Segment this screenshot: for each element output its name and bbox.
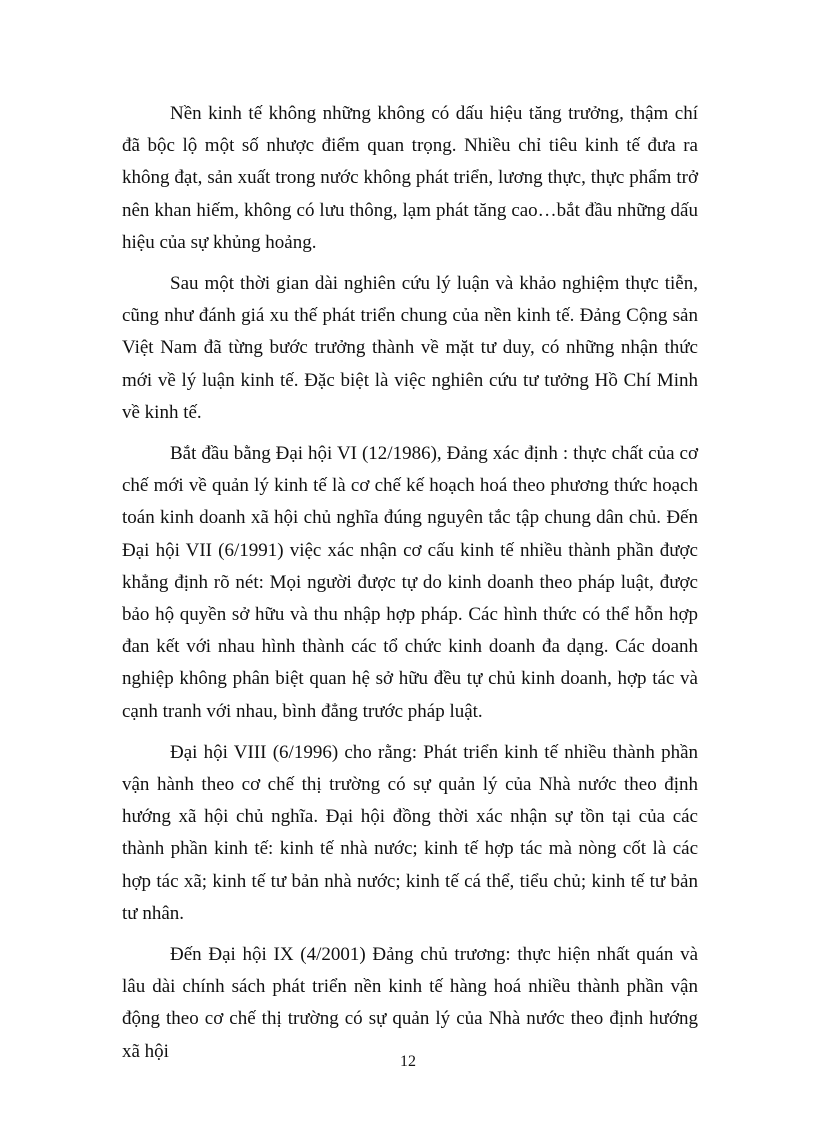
paragraph-congress-ix: Đến Đại hội IX (4/2001) Đảng chủ trương: thực hiện nhất quán và lâu dài chính sách phát triển nền kinh tế hàng hoá nhiều thành phần vận động theo cơ chế thị trường có sự quản lý của Nhà nước theo định hướng xã hội — [122, 944, 698, 1062]
paragraph-theory-research: Sau một thời gian dài nghiên cứu lý luận và khảo nghiệm thực tiễn, cũng như đánh giá xu thế phát triển chung của nền kinh tế. Đảng Cộng sản Việt Nam đã từng bước trưởng thành về mặt tư duy, có những nhận thức mới về lý luận kinh tế. Đặc biệt là việc nghiên cứu tư tưởng Hồ Chí Minh về kinh tế. — [122, 273, 698, 423]
paragraph-congress-vi-vii: Bắt đầu bằng Đại hội VI (12/1986), Đảng xác định : thực chất của cơ chế mới về quản lý kinh tế là cơ chế kế hoạch hoá theo phương thức hoạch toán kinh doanh xã hội chủ nghĩa đúng nguyên tắc tập chung dân chủ. Đến Đại hội VII (6/1991) việc xác nhận cơ cấu kinh tế nhiều thành phần được khẳng định rõ nét: Mọi người được tự do kinh doanh theo pháp luật, được bảo hộ quyền sở hữu và thu nhập hợp pháp. Các hình thức có thể hỗn hợp đan kết với nhau hình thành các tổ chức kinh doanh đa dạng. Các doanh nghiệp không phân biệt quan hệ sở hữu đều tự chủ kinh doanh, hợp tác và cạnh tranh với nhau, bình đẳng trước pháp luật. — [122, 443, 698, 722]
paragraph-economic-crisis: Nền kinh tế không những không có dấu hiệu tăng trưởng, thậm chí đã bộc lộ một số nhược điểm quan trọng. Nhiều chỉ tiêu kinh tế đưa ra không đạt, sản xuất trong nước không phát triển, lương thực, thực phẩm trở nên khan hiếm, không có lưu thông, lạm phát tăng cao…bắt đầu những dấu hiệu của sự khủng hoảng. — [122, 103, 698, 253]
page-number: 12 — [400, 1053, 416, 1070]
page-body — [122, 98, 698, 1077]
paragraph-congress-viii: Đại hội VIII (6/1996) cho rằng: Phát triển kinh tế nhiều thành phần vận hành theo cơ chế thị trường có sự quản lý của Nhà nước theo định hướng xã hội chủ nghĩa. Đại hội đồng thời xác nhận sự tồn tại của các thành phần kinh tế: kinh tế nhà nước; kinh tế hợp tác mà nòng cốt là các hợp tác xã; kinh tế tư bản nhà nước; kinh tế cá thể, tiểu chủ; kinh tế tư bản tư nhân. — [122, 741, 698, 924]
